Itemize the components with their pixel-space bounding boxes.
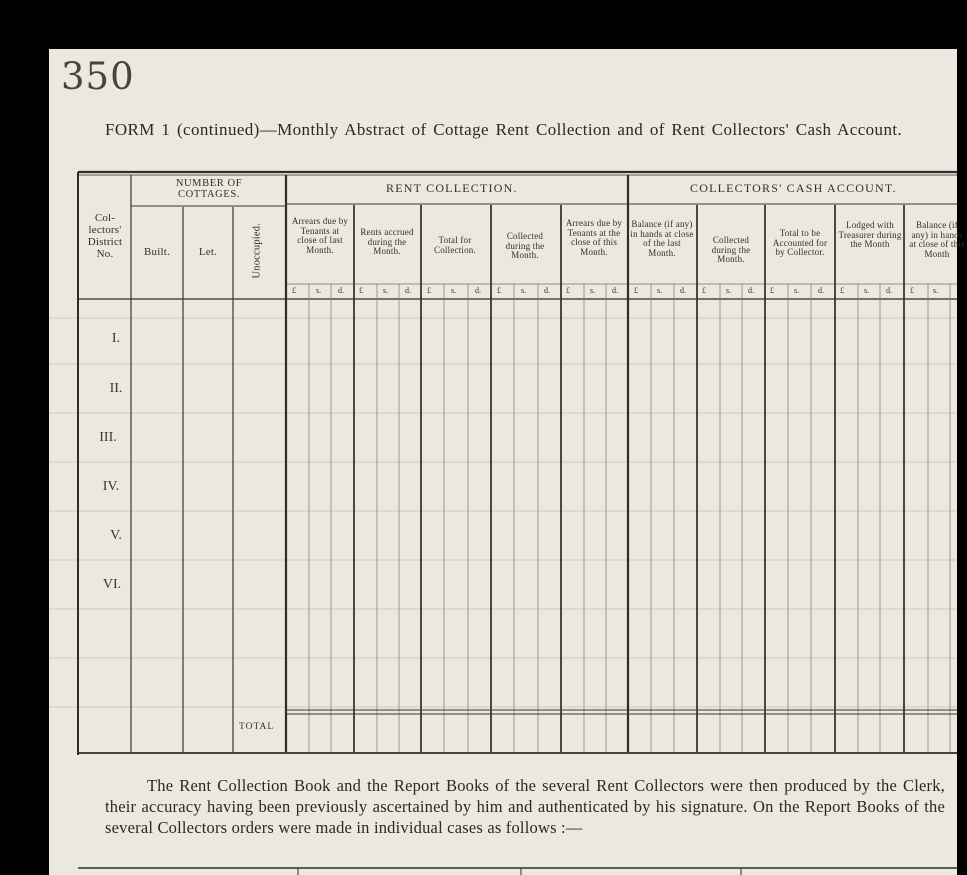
unit-pence: d.: [680, 286, 686, 295]
column-header-balance-last: Balance (if any) in hands at close of the last Month.: [630, 219, 694, 258]
column-header-balance-this: Balance (if any) in hands at close of this Month: [909, 220, 965, 259]
column-header-total-collection: Total for Collection.: [434, 235, 476, 255]
district-row-label: VI.: [102, 577, 122, 592]
column-header-lodged: Lodged with Treasurer during the Month: [838, 220, 902, 249]
ledger-lines: [49, 318, 957, 707]
body-paragraph: [105, 775, 945, 838]
unit-shilling: s.: [451, 286, 457, 295]
form-title: FORM 1 (continued)—Monthly Abstract of Cottage Rent Collection and of Rent Collectors' Cash Account.: [105, 120, 903, 139]
rent-collection-header: RENT COLLECTION.: [386, 181, 518, 195]
unit-pence: d.: [338, 286, 344, 295]
column-header-arrears-last: Arrears due by Tenants at close of last Month.: [291, 216, 349, 255]
unit-pound: £: [634, 286, 638, 295]
unit-pound: £: [427, 286, 431, 295]
unit-pence: d.: [748, 286, 754, 295]
built-header: Built.: [144, 246, 170, 258]
unit-pence: d.: [612, 286, 618, 295]
unoccupied-header: Unoccupied.: [251, 222, 263, 279]
unit-shilling: s.: [657, 286, 663, 295]
column-header-rents-accrued: Rents accrued during the Month.: [360, 227, 414, 256]
unit-pence: d.: [818, 286, 824, 295]
let-header: Let.: [198, 246, 218, 258]
district-row-label: I.: [111, 331, 121, 346]
unit-pound: £: [910, 286, 914, 295]
unit-pound: £: [770, 286, 774, 295]
unit-pound: £: [702, 286, 706, 295]
unit-shilling: s.: [794, 286, 800, 295]
column-header-collected: Collected during the Month.: [505, 231, 545, 260]
total-row-label: TOTAL: [239, 722, 275, 732]
unit-shilling: s.: [521, 286, 527, 295]
column-header-arrears-this: Arrears due by Tenants at the close of this Month.: [565, 218, 623, 257]
unit-pound: £: [292, 286, 296, 295]
unit-pound: £: [359, 286, 363, 295]
unit-shilling: s.: [316, 286, 322, 295]
unit-shilling: s.: [864, 286, 870, 295]
unit-pound: £: [497, 286, 501, 295]
cash-account-header: COLLECTORS' CASH ACCOUNT.: [690, 181, 897, 195]
unit-shilling: s.: [726, 286, 732, 295]
unit-pound: £: [840, 286, 844, 295]
district-row-label: III.: [99, 430, 117, 445]
district-row-label: IV.: [102, 479, 120, 494]
column-header-cash-collected: Collected during the Month.: [711, 235, 751, 264]
unit-shilling: s.: [933, 286, 939, 295]
district-header: Col- lectors' District No.: [87, 212, 123, 260]
unit-pence: d.: [544, 286, 550, 295]
number-of-cottages-header: NUMBER OF COTTAGES.: [175, 178, 243, 200]
district-row-label: II.: [109, 381, 123, 396]
unit-pound: £: [566, 286, 570, 295]
district-row-label: V.: [110, 528, 122, 543]
unit-shilling: s.: [590, 286, 596, 295]
unit-pence: d.: [405, 286, 411, 295]
paragraph-text: The Rent Collection Book and the Report Books of the several Rent Collectors were then produced by the Clerk, their accuracy having been previously ascertained by him and authenticated by his signature. On the Report Books of the several Collectors orders were made in individual cases as follows :—: [105, 776, 945, 837]
unit-pence: d.: [886, 286, 892, 295]
unit-shilling: s.: [383, 286, 389, 295]
page-number: 350: [61, 55, 135, 98]
unit-pence: d.: [475, 286, 481, 295]
column-header-total-accounted: Total to be Accounted for by Collector.: [772, 228, 828, 257]
